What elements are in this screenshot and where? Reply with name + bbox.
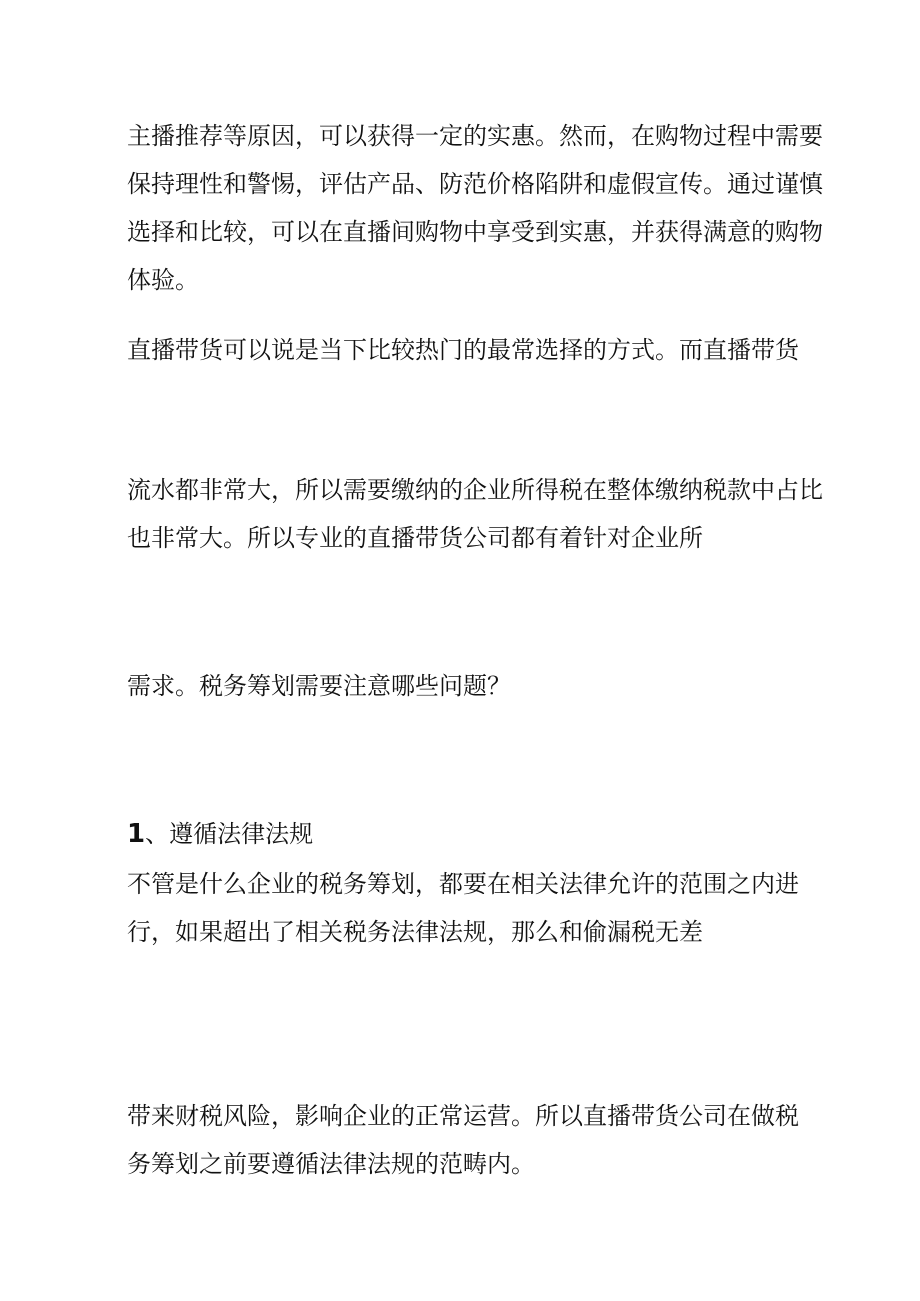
- paragraph-line: 带来财税风险，影响企业的正常运营。所以直播带货公司在做税: [127, 1102, 799, 1130]
- section-number: 1: [127, 819, 146, 849]
- paragraph-line: 体验。: [127, 266, 199, 294]
- section-heading: [127, 818, 313, 850]
- paragraph-line: 流水都非常大，所以需要缴纳的企业所得税在整体缴纳税款中占比: [127, 476, 823, 504]
- section-title: 、遵循法律法规: [145, 820, 314, 848]
- paragraph-line: 直播带货可以说是当下比较热门的最常选择的方式。而直播带货: [127, 336, 799, 364]
- paragraph-line: 主播推荐等原因，可以获得一定的实惠。然而，在购物过程中需要: [127, 122, 823, 150]
- paragraph-line: 选择和比较，可以在直播间购物中享受到实惠，并获得满意的购物: [127, 218, 823, 246]
- paragraph-line: 行，如果超出了相关税务法律法规，那么和偷漏税无差: [127, 918, 703, 946]
- paragraph-line: 也非常大。所以专业的直播带货公司都有着针对企业所: [127, 524, 703, 552]
- paragraph-line: 务筹划之前要遵循法律法规的范畴内。: [127, 1150, 535, 1178]
- paragraph-line: 需求。税务筹划需要注意哪些问题？: [127, 672, 511, 700]
- paragraph-line: 保持理性和警惕，评估产品、防范价格陷阱和虚假宣传。通过谨慎: [127, 170, 823, 198]
- paragraph-line: 不管是什么企业的税务筹划，都要在相关法律允许的范围之内进: [127, 870, 799, 898]
